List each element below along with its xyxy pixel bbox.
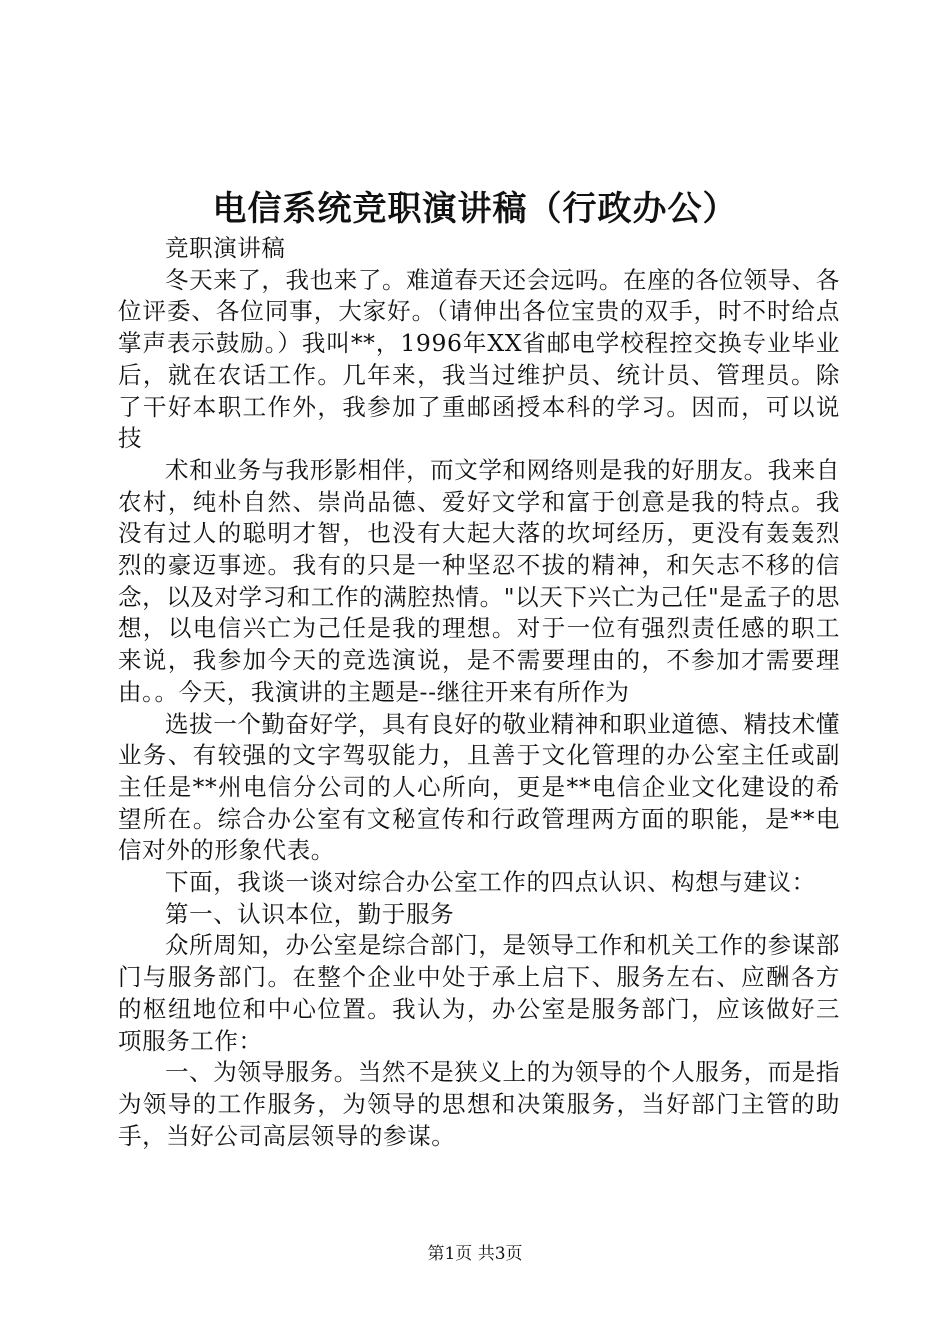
document-title: 电信系统竞职演讲稿（行政办公） xyxy=(212,189,738,229)
paragraph: 下面，我谈一谈对综合办公室工作的四点认识、构想与建议： xyxy=(165,868,816,897)
page-indicator: 第1页 共3页 xyxy=(427,1244,523,1264)
document-body xyxy=(118,233,840,1152)
paragraph: 众所周知，办公室是综合部门，是领导工作和机关工作的参谋部门与服务部门。在整个企业中处于承上启下、服务左右、应酬各方的枢纽地位和中心位置。我认为，办公室是服务部门，应该做好三项服务工作： xyxy=(118,931,840,1055)
paragraph: 选拔一个勤奋好学，具有良好的敬业精神和职业道德、精技术懂业务、有较强的文字驾驭能力，且善于文化管理的办公室主任或副主任是**州电信分公司的人心所向，更是**电信企业文化建设的希望所在。综合办公室有文秘宣传和行政管理两方面的职能，是**电信对外的形象代表。 xyxy=(118,709,840,865)
paragraph: 一、为领导服务。当然不是狭义上的为领导的个人服务，而是指为领导的工作服务，为领导的思想和决策服务，当好部门主管的助手，当好公司高层领导的参谋。 xyxy=(118,1058,840,1150)
section-heading: 第一、认识本位，勤于服务 xyxy=(165,899,455,928)
paragraph-heading: 竞职演讲稿 xyxy=(165,234,286,262)
paragraph: 冬天来了，我也来了。难道春天还会远吗。在座的各位领导、各位评委、各位同事，大家好。（请伸出各位宝贵的双手，时不时给点掌声表示鼓励。）我叫**，1996年XX省邮电学校程控交换专业毕业后，就在农话工作。几年来，我当过维护员、统计员、管理员。除了干好本职工作外，我参加了重邮函授本科的学习。因而，可以说技 xyxy=(118,265,840,453)
paragraph: 术和业务与我形影相伴，而文学和网络则是我的好朋友。我来自农村，纯朴自然、崇尚品德、爱好文学和富于创意是我的特点。我没有过人的聪明才智，也没有大起大落的坎坷经历，更没有轰轰烈烈的豪迈事迹。我有的只是一种坚忍不拔的精神，和矢志不移的信念，以及对学习和工作的满腔热情。"以天下兴亡为己任"是孟子的思想，以电信兴亡为己任是我的理想。对于一位有强烈责任感的职工来说，我参加今天的竞选演说，是不需要理由的，不参加才需要理由。。今天，我演讲的主题是--继往开来有所作为 xyxy=(118,455,840,706)
page-footer xyxy=(0,1242,950,1266)
